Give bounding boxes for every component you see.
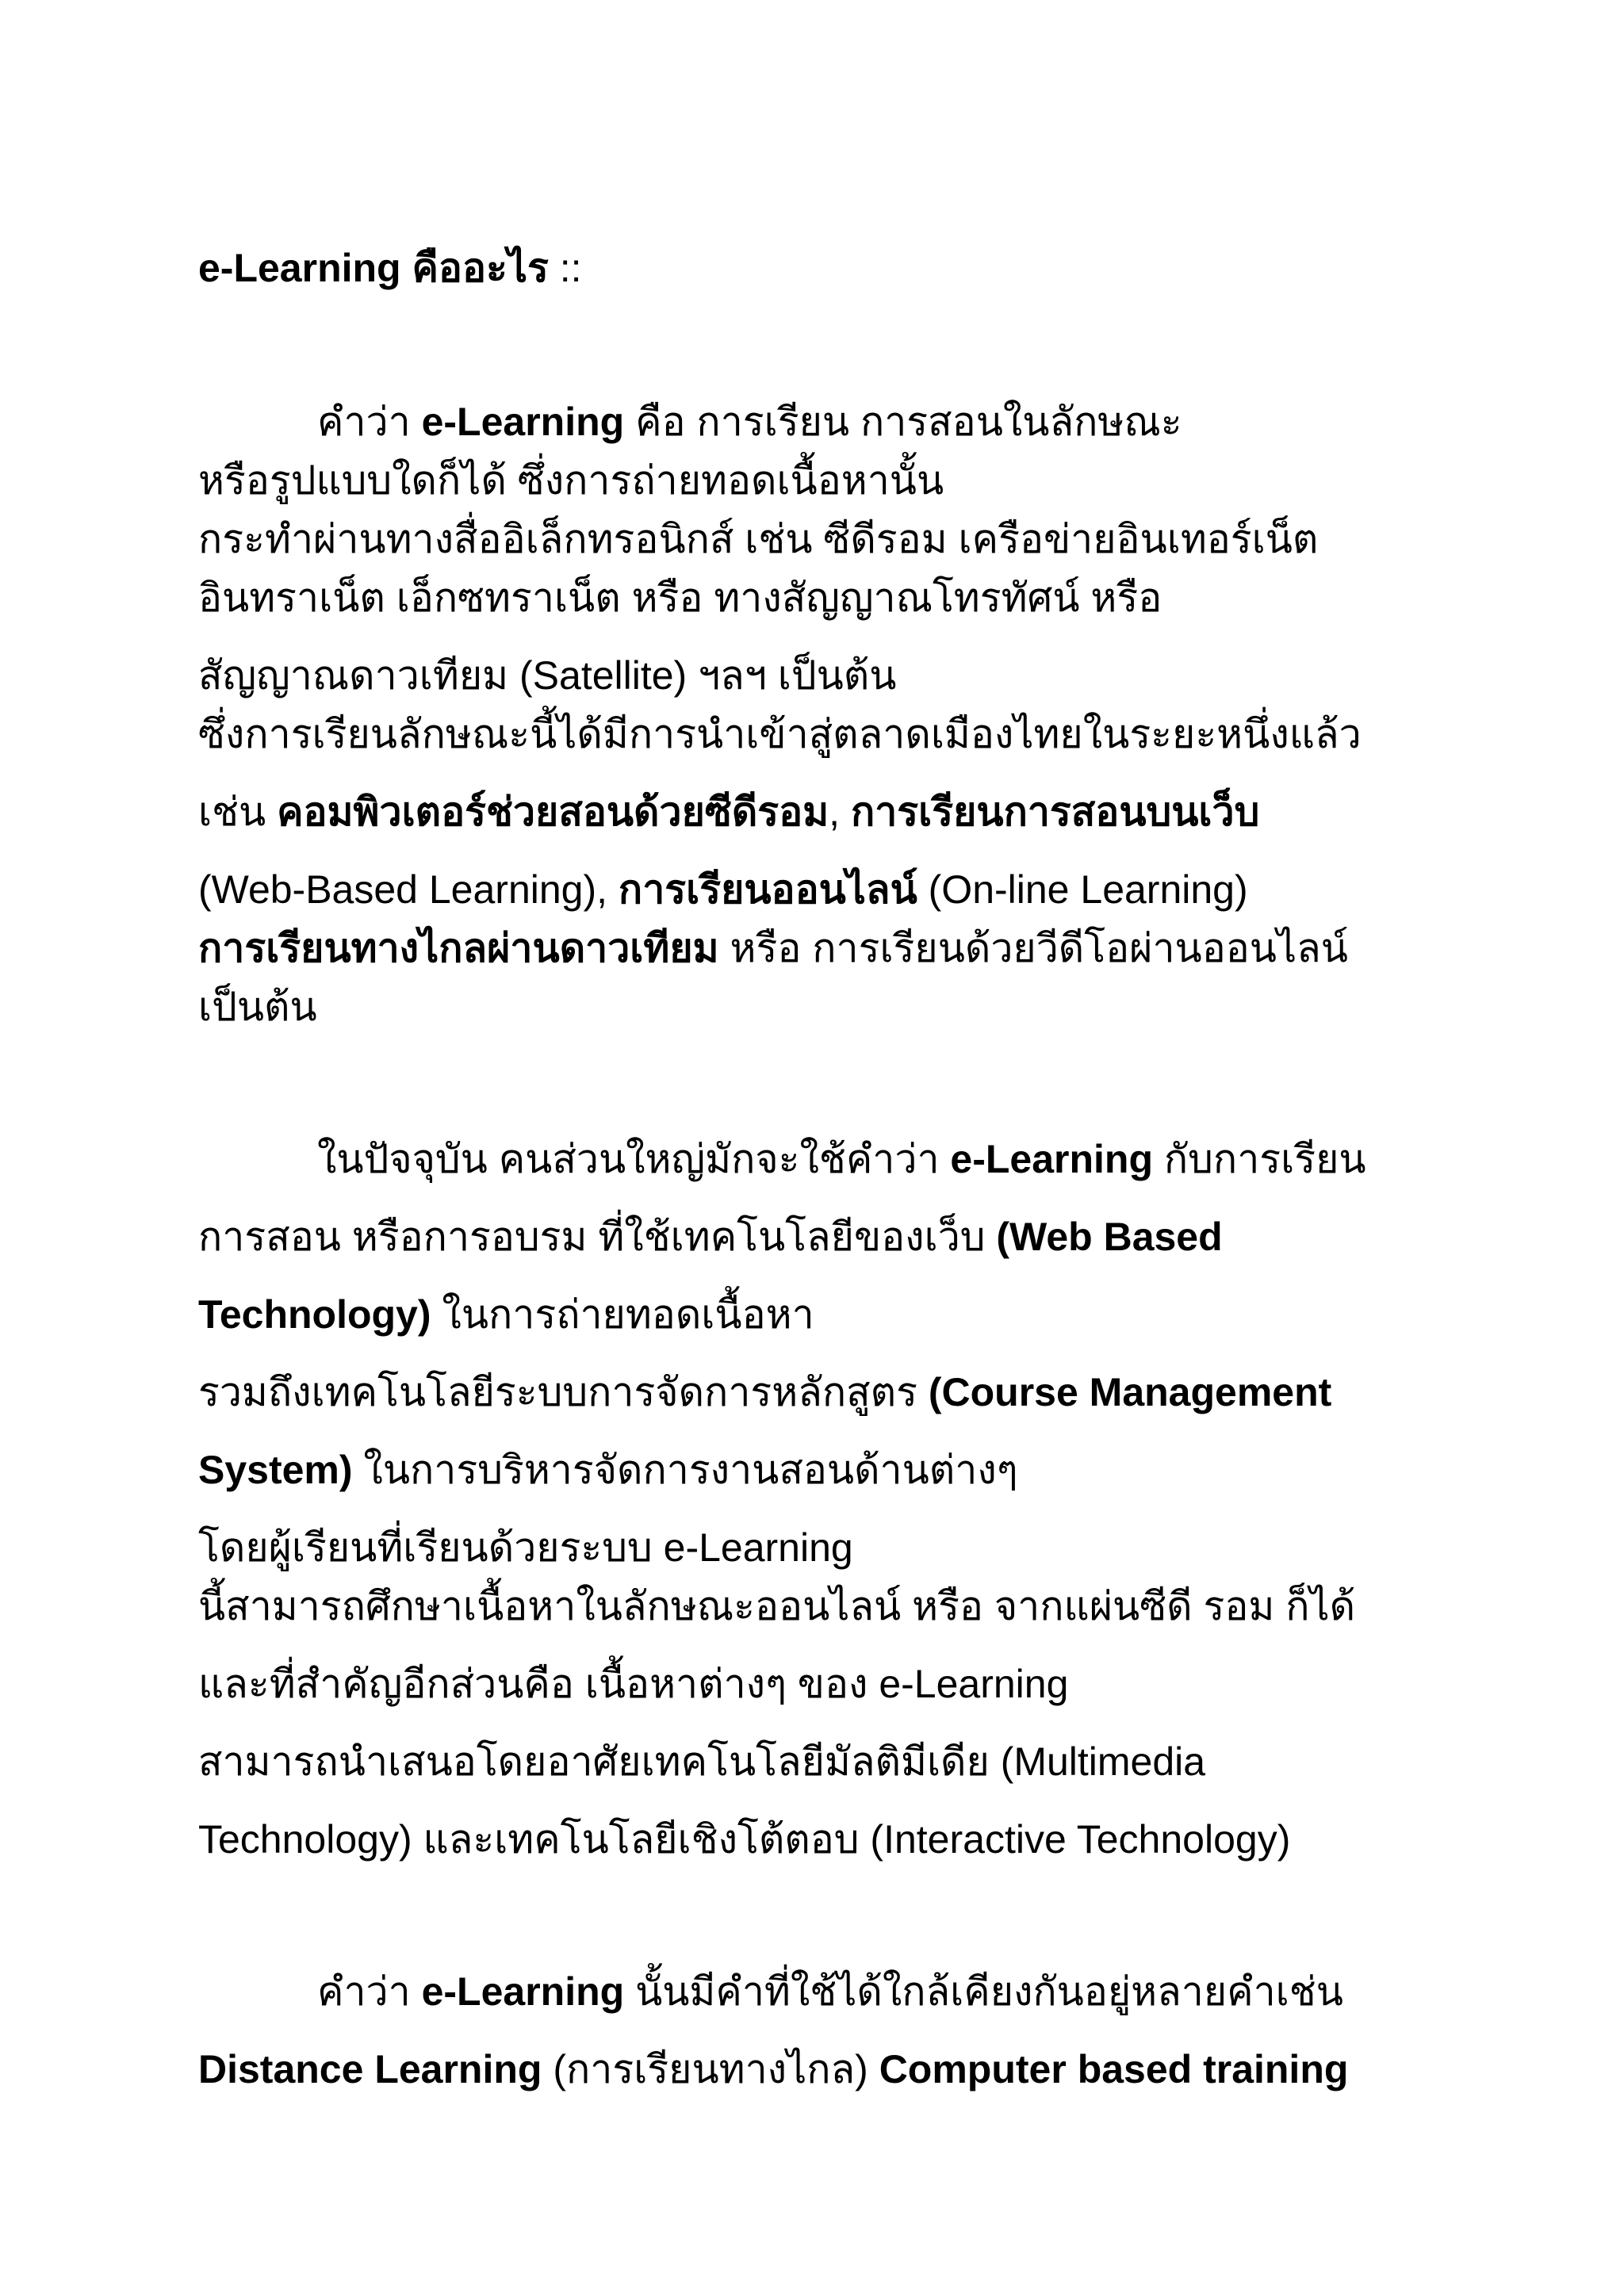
text: เช่น xyxy=(198,790,278,834)
bold-term: Technology) xyxy=(198,1292,431,1337)
para1-line10: เป็นต้น xyxy=(198,985,317,1029)
text: ในการบริหารจัดการงานสอนด้านต่างๆ xyxy=(352,1448,1018,1492)
text: (การเรียนทางไกล) xyxy=(542,2047,879,2091)
para1-line7 xyxy=(198,788,1259,836)
para2-line2 xyxy=(198,1213,1223,1261)
text: , xyxy=(829,790,851,834)
para1-line8 xyxy=(198,866,1248,913)
page-heading xyxy=(198,244,582,292)
para2-line7: นี้สามารถศึกษาเนื้อหาในลักษณะออนไลน์ หรือ จากแผ่นซีดี รอม ก็ได้ xyxy=(198,1584,1356,1628)
text: คำว่า xyxy=(317,400,422,444)
text: คือ การเรียน การสอนในลักษณะ xyxy=(624,400,1182,444)
bold-term: Distance Learning xyxy=(198,2047,542,2091)
bold-term: e-Learning xyxy=(950,1137,1154,1181)
para3-line1 xyxy=(317,1968,1343,2015)
text: การสอน หรือการอบรม ที่ใช้เทคโนโลยีของเว็บ xyxy=(198,1215,997,1259)
text: (On-line Learning) xyxy=(917,867,1248,912)
bold-term: e-Learning xyxy=(421,400,625,444)
para1-line1 xyxy=(317,398,1182,446)
text: ในปัจจุบัน คนส่วนใหญ่มักจะใช้คำว่า xyxy=(317,1137,951,1181)
bold-term: การเรียนการสอนบนเว็บ xyxy=(850,790,1260,834)
para2-line8: และที่สำคัญอีกส่วนคือ เนื้อหาต่างๆ ของ e-Learning xyxy=(198,1662,1069,1706)
text: รวมถึงเทคโนโลยีระบบการจัดการหลักสูตร xyxy=(198,1370,929,1414)
para3-line2 xyxy=(198,2045,1348,2093)
para1-line2: หรือรูปแบบใดก็ได้ ซึ่งการถ่ายทอดเนื้อหานั้น xyxy=(198,458,944,503)
para2-line3 xyxy=(198,1291,814,1338)
para1-line6: ซึ่งการเรียนลักษณะนี้ได้มีการนำเข้าสู่ตลาดเมืองไทยในระยะหนึ่งแล้ว xyxy=(198,712,1362,756)
text: ในการถ่ายทอดเนื้อหา xyxy=(431,1292,814,1337)
text: กับการเรียน xyxy=(1153,1137,1366,1181)
bold-term: e-Learning xyxy=(421,1969,625,2014)
bold-term: คอมพิวเตอร์ช่วยสอนด้วยซีดีรอม xyxy=(277,790,829,834)
para2-line10: Technology) และเทคโนโลยีเชิงโต้ตอบ (Interactive Technology) xyxy=(198,1817,1291,1862)
text: นั้นมีคำที่ใช้ได้ใกล้เคียงกันอยู่หลายคำเช่น xyxy=(624,1969,1343,2014)
bold-term: Computer based training xyxy=(879,2047,1349,2091)
para2-line6: โดยผู้เรียนที่เรียนด้วยระบบ e-Learning xyxy=(198,1525,853,1570)
text: คำว่า xyxy=(317,1969,422,2014)
para2-line1 xyxy=(317,1135,1366,1183)
text: หรือ การเรียนด้วยวีดีโอผ่านออนไลน์ xyxy=(718,926,1348,970)
text: (Web-Based Learning), xyxy=(198,867,619,912)
para2-line9: สามารถนำเสนอโดยอาศัยเทคโนโลยีมัลติมีเดีย (Multimedia xyxy=(198,1739,1206,1784)
bold-term: (Course Management xyxy=(928,1370,1332,1414)
para1-line3: กระทำผ่านทางสื่ออิเล็กทรอนิกส์ เช่น ซีดีรอม เครือข่ายอินเทอร์เน็ต xyxy=(198,517,1319,561)
para1-line9 xyxy=(198,924,1348,972)
bold-term: การเรียนทางไกลผ่านดาวเทียม xyxy=(198,926,719,970)
bold-term: (Web Based xyxy=(996,1215,1223,1259)
para1-line4: อินทราเน็ต เอ็กซทราเน็ต หรือ ทางสัญญาณโทรทัศน์ หรือ xyxy=(198,576,1162,620)
para1-line5: สัญญาณดาวเทียม (Satellite) ฯลฯ เป็นต้น xyxy=(198,653,897,698)
bold-term: System) xyxy=(198,1448,353,1492)
bold-term: การเรียนออนไลน์ xyxy=(618,867,917,912)
para2-line4 xyxy=(198,1368,1331,1416)
para2-line5 xyxy=(198,1446,1018,1494)
heading-suffix: :: xyxy=(548,246,582,290)
heading-title: e-Learning คืออะไร xyxy=(198,246,549,290)
